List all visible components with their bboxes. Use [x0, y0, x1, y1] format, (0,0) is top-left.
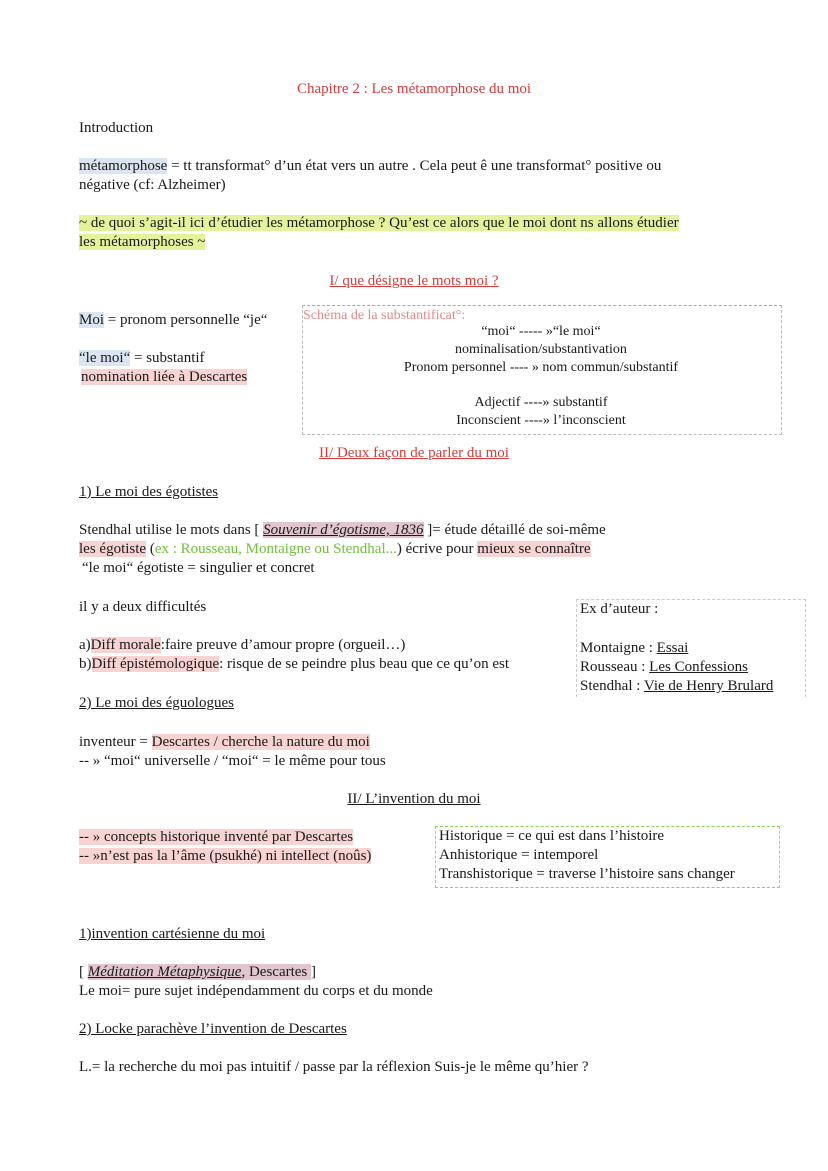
question-line-2	[79, 233, 205, 252]
stendhal-pre: Stendhal utilise le mots dans [	[79, 522, 264, 538]
author-item	[580, 677, 773, 696]
subsection-2-title: 2) Le moi des éguologues	[79, 695, 234, 711]
difficulty-a	[79, 636, 405, 655]
egotiste-term: les égotiste	[79, 541, 147, 557]
schema-line-4: Adjectif ----» substantif	[474, 395, 608, 410]
author-name: Stendhal :	[580, 678, 644, 694]
definition-line-2: négative (cf: Alzheimer)	[79, 177, 226, 193]
history-line-2: Anhistorique = intemporel	[439, 847, 599, 863]
difficulty-b-prefix: b)	[79, 656, 92, 672]
egotiste-line	[79, 540, 591, 559]
section-1-title	[0, 272, 828, 291]
author-work: Vie de Henry Brulard	[643, 678, 774, 694]
subsection-4-title: 2) Locke parachève l’invention de Descartes	[79, 1021, 347, 1037]
meditation-line	[79, 963, 316, 982]
section-1-title-text: I/ que désigne le mots moi ?	[329, 273, 499, 289]
meditation-close: ]	[311, 964, 317, 980]
locke-line: L.= la recherche du moi pas intuitif / passe par la réflexion Suis-je le même qu’hier ?	[79, 1059, 589, 1075]
moi-term: Moi	[79, 312, 105, 328]
schema-line-5: Inconscient ----» l’inconscient	[456, 413, 626, 428]
nomination-text: nomination liée à Descartes	[81, 369, 248, 385]
author-work: Essai	[656, 640, 689, 656]
author-name: Rousseau :	[580, 659, 650, 675]
question-line-1	[79, 214, 679, 233]
moi-text: = pronom personnelle “je“	[104, 312, 268, 328]
difficulty-b-term: Diff épistémologique	[91, 656, 220, 672]
universal-line: -- » “moi“ universelle / “moi“ = le même pour tous	[79, 753, 386, 769]
authors-label: Ex d’auteur :	[580, 601, 659, 617]
egotiste-goal: mieux se connaître	[477, 541, 591, 557]
author-work: Les Confessions	[649, 659, 748, 675]
question-text-2: les métamorphoses ~	[79, 234, 206, 250]
history-line-3: Transhistorique = traverse l’histoire sans changer	[439, 866, 735, 882]
difficulty-a-prefix: a)	[79, 637, 91, 653]
inventeur-term: Descartes / cherche la nature du moi	[151, 734, 370, 750]
page-title-text: Chapitre 2 : Les métamorphose du moi	[296, 81, 532, 97]
introduction-heading: Introduction	[79, 120, 154, 136]
subsection-1-title: 1) Le moi des égotistes	[79, 484, 219, 500]
meditation-book: Méditation Métaphysique	[87, 964, 242, 980]
egotiste-examples: ex : Rousseau, Montaigne ou Stendhal...	[154, 541, 397, 557]
schema-line-2: nominalisation/substantivation	[455, 342, 627, 357]
difficulty-b	[79, 655, 509, 674]
nomination-line	[81, 368, 247, 387]
subsection-3-title: 1)invention cartésienne du moi	[79, 926, 266, 942]
history-line-1: Historique = ce qui est dans l’histoire	[439, 828, 665, 844]
schema-line-3: Pronom personnel ---- » nom commun/substantif	[403, 360, 679, 375]
schema-label: Schéma de la substantificat°:	[303, 308, 466, 323]
meditation-highlight	[88, 964, 311, 980]
meditation-open: [	[79, 964, 88, 980]
concepts-line-2	[79, 847, 371, 866]
definition-text: = tt transformat° d’un état vers un autre . Cela peut ê une transformat° positive ou	[167, 158, 662, 174]
author-name: Montaigne :	[580, 640, 657, 656]
egotiste-open: (	[146, 541, 155, 557]
egotiste-close: ) écrive pour	[396, 541, 478, 557]
egotiste-moi-line: “le moi“ égotiste = singulier et concret	[82, 560, 315, 576]
moi-pure-line: Le moi= pure sujet indépendamment du corps et du monde	[79, 983, 433, 999]
author-item	[580, 658, 748, 677]
question-text-1: ~ de quoi s’agit-il ici d’étudier les métamorphose ? Qu’est ce alors que le moi dont ns allons étudier	[79, 215, 679, 231]
difficulty-a-term: Diff morale	[90, 637, 161, 653]
moi-definition	[79, 311, 267, 330]
le-moi-term: “le moi“	[79, 350, 131, 366]
inventeur-line	[79, 733, 370, 752]
page-title	[0, 80, 828, 99]
meditation-author: , Descartes	[241, 964, 312, 980]
section-2-title	[0, 444, 828, 463]
inventeur-pre: inventeur =	[79, 734, 152, 750]
author-item	[580, 639, 688, 658]
section-2-title-text: II/ Deux façon de parler du moi	[319, 445, 509, 461]
le-moi-definition	[79, 349, 205, 368]
concepts-text-1: -- » concepts historique inventé par Descartes	[79, 829, 354, 845]
difficulties-intro: il y a deux difficultés	[79, 599, 207, 615]
section-3-title	[0, 790, 828, 809]
stendhal-book: Souvenir d’égotisme, 1836	[263, 522, 424, 538]
concepts-line-1	[79, 828, 353, 847]
stendhal-line	[79, 521, 606, 540]
stendhal-post: ]= étude détaillé de soi-même	[423, 522, 606, 538]
section-3-title-text: II/ L’invention du moi	[347, 791, 481, 807]
concepts-text-2: -- »n’est pas la l’âme (psukhé) ni intellect (noûs)	[79, 848, 372, 864]
definition-line-1	[79, 157, 661, 176]
difficulty-a-text: :faire preuve d’amour propre (orgueil…)	[160, 637, 406, 653]
definition-term: métamorphose	[79, 158, 168, 174]
difficulty-b-text: : risque de se peindre plus beau que ce qu’on est	[219, 656, 510, 672]
schema-line-1: “moi“ ----- »“le moi“	[481, 324, 601, 339]
le-moi-text: = substantif	[130, 350, 205, 366]
